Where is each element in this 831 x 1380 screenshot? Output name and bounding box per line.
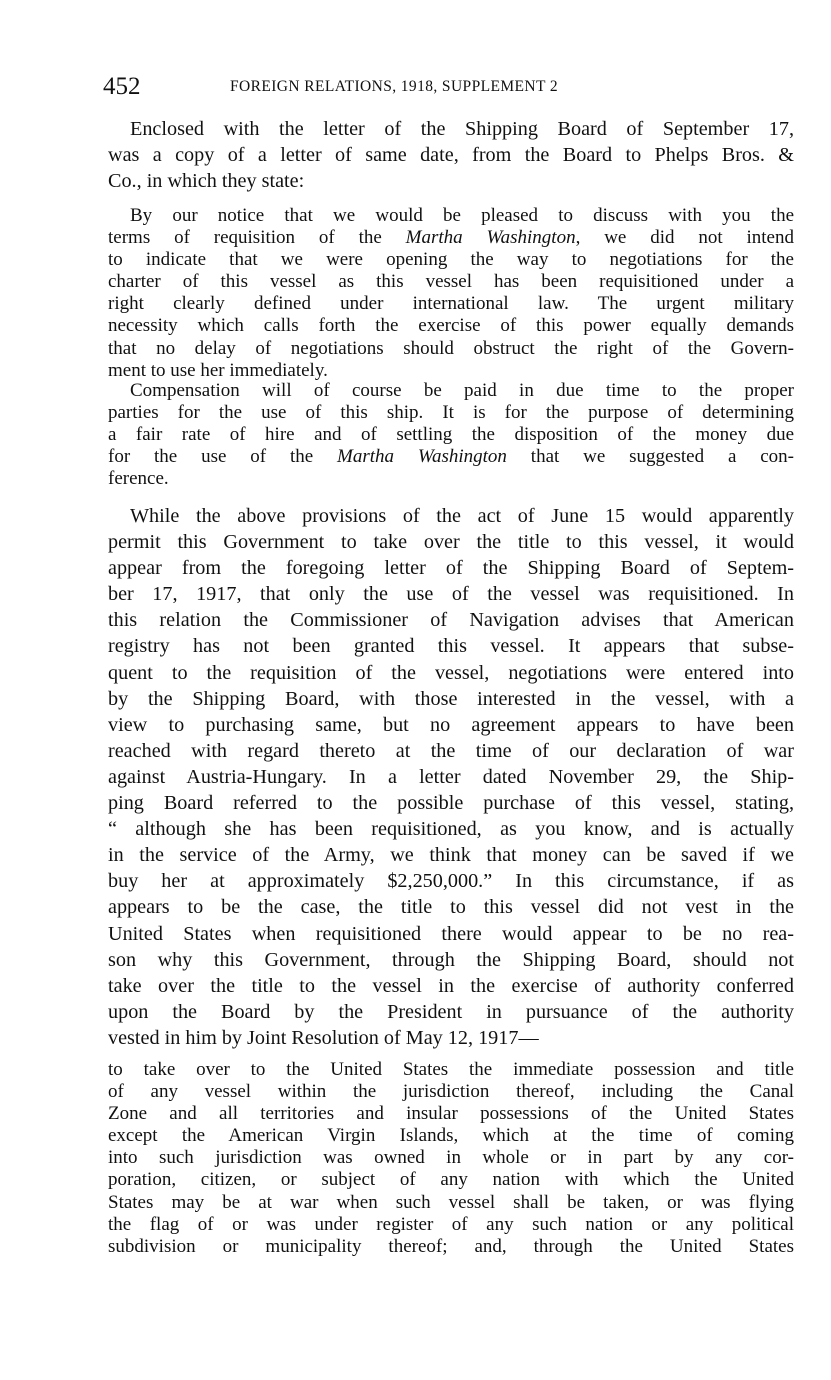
text-line: view to purchasing same, but no agreement appears to have been: [108, 713, 794, 736]
paragraph-intro: [108, 116, 794, 194]
text-line: terms of requisition of the Martha Washington, we did not intend: [108, 227, 794, 249]
text-line: of any vessel within the jurisdiction thereof, including the Canal: [108, 1081, 794, 1103]
text-line: to take over to the United States the immediate possession and title: [108, 1059, 794, 1080]
text-line: for the use of the Martha Washington that we suggested a con-: [108, 446, 794, 468]
running-head: [103, 72, 793, 102]
text-line: permit this Government to take over the title to this vessel, it would: [108, 531, 794, 554]
text-line: except the American Virgin Islands, which at the time of coming: [108, 1125, 794, 1147]
text-line: against Austria-Hungary. In a letter dated November 29, the Ship-: [108, 765, 794, 788]
text-line: parties for the use of this ship. It is for the purpose of determining: [108, 402, 794, 424]
block-quote-2: [108, 380, 794, 490]
text-line: Co., in which they state:: [108, 170, 305, 193]
text-line: United States when requisitioned there would appear to be no rea-: [108, 922, 794, 945]
text-line: By our notice that we would be pleased to discuss with you the: [130, 205, 794, 226]
running-title: FOREIGN RELATIONS, 1918, SUPPLEMENT 2: [230, 78, 558, 95]
text-line: vested in him by Joint Resolution of May 12, 1917—: [108, 1026, 539, 1049]
text-line: States may be at war when such vessel shall be taken, or was flying: [108, 1191, 794, 1213]
text-line: appear from the foregoing letter of the Shipping Board of Septem-: [108, 557, 794, 580]
ship-name-italic: Martha Washington: [405, 227, 576, 249]
text-line: ment to use her immediately.: [108, 359, 328, 381]
text-line: a fair rate of hire and of settling the disposition of the money due: [108, 424, 794, 446]
text-line: was a copy of a letter of same date, from the Board to Phelps Bros. &: [108, 144, 794, 167]
text-line: ber 17, 1917, that only the use of the vessel was requisitioned. In: [108, 583, 794, 606]
text-line: quent to the requisition of the vessel, negotiations were entered into: [108, 661, 794, 684]
text-line: Enclosed with the letter of the Shipping Board of September 17,: [130, 118, 794, 140]
text-line: the flag of or was under register of any such nation or any political: [108, 1213, 794, 1235]
ship-name-italic: Martha Washington: [337, 446, 507, 468]
paragraph-body: [108, 503, 794, 1051]
text-line: While the above provisions of the act of June 15 would apparently: [130, 505, 794, 527]
text-line: upon the Board by the President in pursuance of the authority: [108, 1000, 794, 1023]
text-line: Compensation will of course be paid in due time to the proper: [130, 380, 794, 401]
text-line: in the service of the Army, we think that money can be saved if we: [108, 844, 794, 867]
text-line: right clearly defined under international law. The urgent military: [108, 293, 794, 315]
block-quote-3: [108, 1059, 794, 1258]
text-line: subdivision or municipality thereof; and, through the United States: [108, 1235, 794, 1257]
text-line: appears to be the case, the title to this vessel did not vest in the: [108, 896, 794, 919]
text-line: ference.: [108, 468, 169, 490]
text-line: ping Board referred to the possible purchase of this vessel, stating,: [108, 792, 794, 815]
text-line: reached with regard thereto at the time of our declaration of war: [108, 739, 794, 762]
text-line: this relation the Commissioner of Navigation advises that American: [108, 609, 794, 632]
text-line: buy her at approximately $2,250,000.” In this circumstance, if as: [108, 870, 794, 893]
text-line: that no delay of negotiations should obstruct the right of the Govern-: [108, 337, 794, 359]
text-line: Zone and all territories and insular possessions of the United States: [108, 1103, 794, 1125]
text-line: to indicate that we were opening the way to negotiations for the: [108, 249, 794, 271]
text-line: poration, citizen, or subject of any nation with which the United: [108, 1169, 794, 1191]
text-line: registry has not been granted this vessel. It appears that subse-: [108, 635, 794, 658]
block-quote-1: [108, 205, 794, 382]
text-line: son why this Government, through the Shipping Board, should not: [108, 948, 794, 971]
text-line: into such jurisdiction was owned in whole or in part by any cor-: [108, 1147, 794, 1169]
text-line: take over the title to the vessel in the exercise of authority conferred: [108, 974, 794, 997]
text-line: “ although she has been requisitioned, as you know, and is actually: [108, 818, 794, 841]
text-line: charter of this vessel as this vessel has been requisitioned under a: [108, 271, 794, 293]
page-number: 452: [103, 73, 141, 100]
text-line: necessity which calls forth the exercise of this power equally demands: [108, 315, 794, 337]
text-line: by the Shipping Board, with those interested in the vessel, with a: [108, 687, 794, 710]
